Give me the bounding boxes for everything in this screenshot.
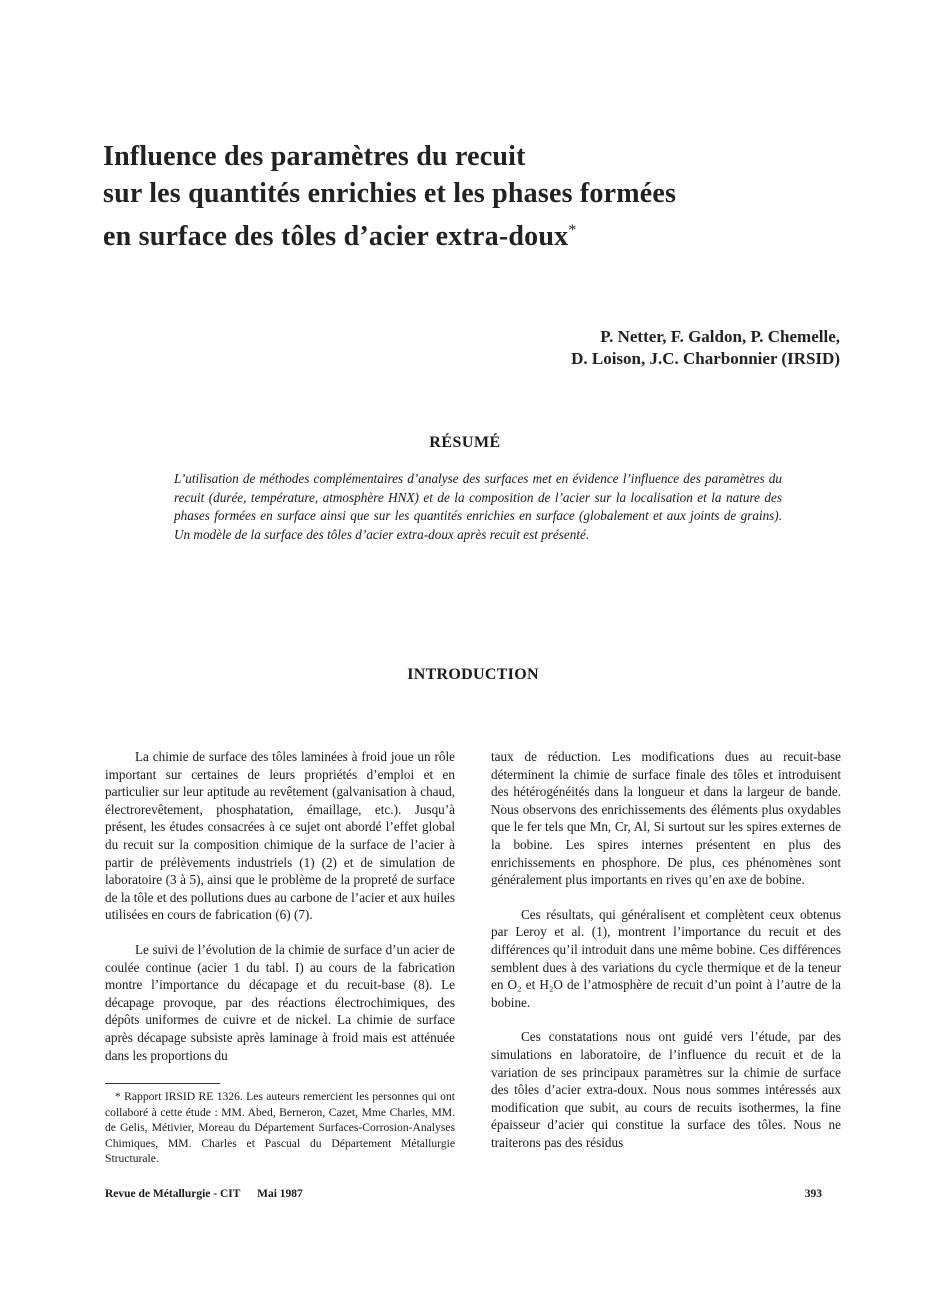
title-line-3 xyxy=(103,212,863,255)
page-number: 393 xyxy=(804,1188,822,1200)
issue-date: Mai 1987 xyxy=(257,1188,303,1200)
resume-abstract: L’utilisation de méthodes complémentaires d’analyse des surfaces met en évidence l’influence des paramètres du recuit (durée, température, atmosphère HNX) et de la composition de l’acier sur la localisation et la nature des phases formées en surface ainsi que sur les quantités enrichies en surface (globalement et aux joints de grains). Un modèle de la surface des tôles d’acier extra-doux après recuit est présenté. xyxy=(174,471,782,542)
introduction-heading: INTRODUCTION xyxy=(407,666,539,683)
resume-heading: RÉSUMÉ xyxy=(429,434,501,451)
footnote-divider xyxy=(105,1083,220,1084)
authors-line-2: D. Loison, J.C. Charbonnier (IRSID) xyxy=(571,349,840,368)
title-line-2: sur les quantités enrichies et les phases formées xyxy=(103,178,677,209)
footnote: * Rapport IRSID RE 1326. Les auteurs remercient les personnes qui ont collaboré à cette étude : MM. Abed, Berneron, Cazet, Mme Charles, MM. de Gelis, Métivier, Moreau du Département Surfaces-Corrosion-Analyses Chimiques, MM. Charles et Pascual du Département Métallurgie Structurale. xyxy=(105,1090,455,1166)
article-title xyxy=(103,138,863,255)
right-paragraph-2: Ces résultats, qui généralisent et complètent ceux obtenus par Leroy et al. (1), montrent l’importance du recuit et des différences qu’il introduit dans une même bobine. Ces différences semblent dues à des variations du cycle thermique et de la teneur en O₂ et H₂O de l’atmosphère de recuit d’un point à l’autre de la bobine. xyxy=(491,906,841,1010)
left-paragraph-2: Le suivi de l’évolution de la chimie de surface d’un acier de coulée continue (acier 1 du tabl. I) au cours de la fabrication montre l’importance du décapage et du recuit-base (8). Le décapage provoque, par des réactions électrochimiques, des dépôts uniformes de cuivre et de nickel. La chimie de surface après décapage subsiste après laminage à froid mais est atténuée dans les proportions du xyxy=(105,941,455,1063)
author-list xyxy=(571,326,840,370)
title-line-1: Influence des paramètres du recuit xyxy=(103,141,526,172)
journal-footer xyxy=(105,1188,303,1200)
journal-name: Revue de Métallurgie - CIT xyxy=(105,1188,241,1200)
right-paragraph-3: Ces constatations nous ont guidé vers l’étude, par des simulations en laboratoire, de l’influence du recuit et de la variation de ses principaux paramètres sur la chimie de surface des tôles d’acier extra-doux. Nous nous sommes intéressés aux modification que subit, au cours de recuits isothermes, la fine épaisseur d’acier qui constitue la surface des tôles. Nous ne traiterons pas des résidus xyxy=(491,1029,841,1150)
title-footnote-mark[interactable]: * xyxy=(568,222,577,239)
left-column xyxy=(105,748,455,1081)
left-paragraph-1: La chimie de surface des tôles laminées à froid joue un rôle important sur certaines de leurs propriétés d’emploi et en particulier sur leur aptitude au revêtement (galvanisation à chaud, électrorevêtement, phosphatation, émaillage, etc.). Jusqu’à présent, les études consacrées à ce sujet ont abordé l’effet global du recuit sur la composition chimique de la surface de l’acier à partir de prélèvements industriels (1) (2) et de simulation de laboratoire (3 à 5), ainsi que le problème de la propreté de surface de la tôle et des pollutions dues au carbone de l’acier et aux huiles utilisées en cours de fabrication (6) (7). xyxy=(105,749,455,923)
authors-line-1: P. Netter, F. Galdon, P. Chemelle, xyxy=(600,327,840,346)
right-column xyxy=(491,748,841,1168)
right-paragraph-1: taux de réduction. Les modifications dues au recuit-base déterminent la chimie de surface finale des tôles et introduisent des hétérogénéités dans la longueur et dans la largeur de bande. Nous observons des enrichissements des éléments plus oxydables que le fer tels que Mn, Cr, Al, Si surtout sur les spires externes de la bobine. Les spires internes présentent en plus des enrichissements en phosphore. De plus, ces phénomènes sont généralement plus importants en rives qu’en axe de bobine. xyxy=(491,749,841,888)
title-line-3-text: en surface des tôles d’acier extra-doux xyxy=(103,221,569,252)
